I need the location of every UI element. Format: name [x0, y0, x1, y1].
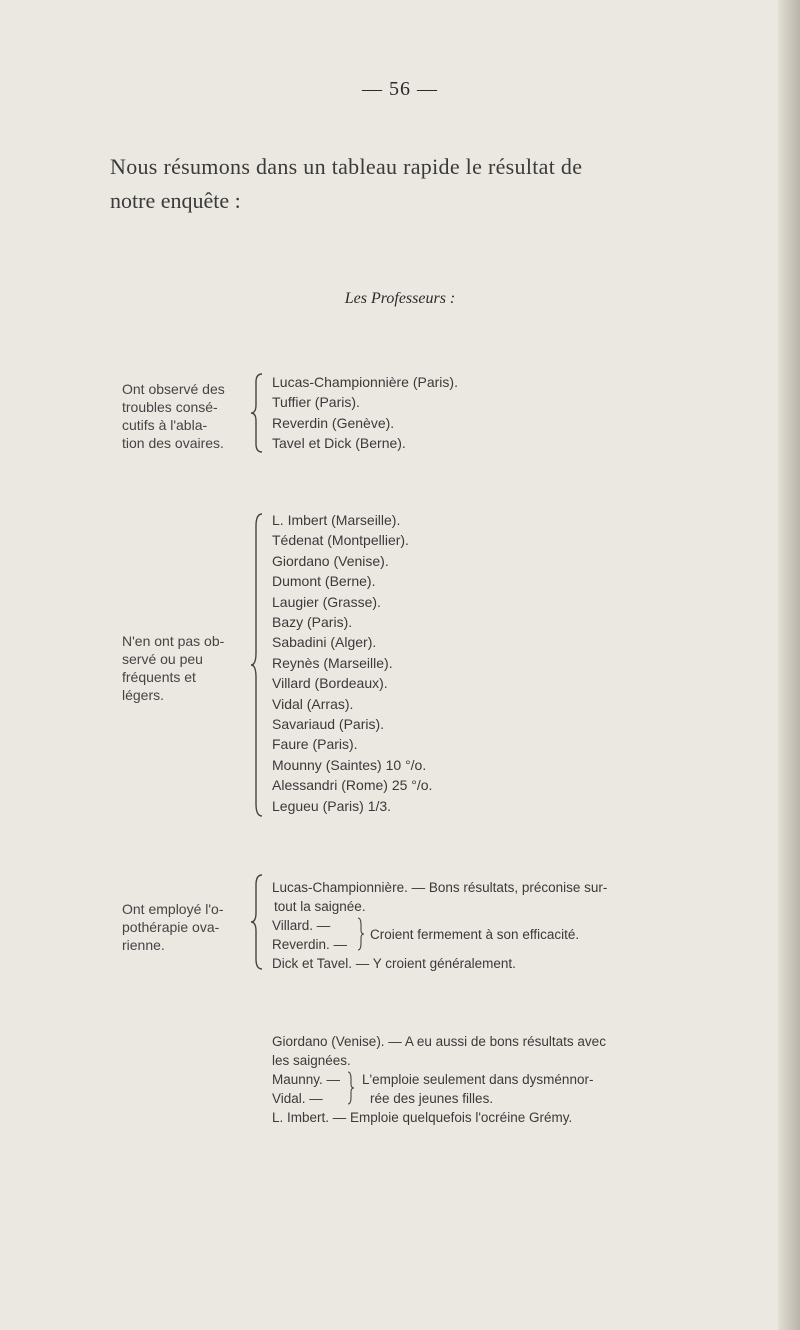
- text-line: Lucas-Championnière. — Bons résultats, préconise sur-: [272, 880, 608, 895]
- group-3-label: [122, 900, 252, 954]
- list-item: Villard (Bordeaux).: [272, 675, 388, 692]
- text-line: rée des jeunes filles.: [370, 1091, 494, 1106]
- group-2-label-line: servé ou peu: [122, 651, 203, 667]
- list-item: L. Imbert (Marseille).: [272, 512, 401, 528]
- brace-group-3: [250, 873, 268, 971]
- group-3-label-line: rienne.: [122, 937, 165, 953]
- group-3-label-line: pothérapie ova-: [122, 919, 220, 935]
- group-2-list: [272, 510, 432, 816]
- group-1-label: [122, 380, 252, 452]
- group-1-label-line: tion des ovaires.: [122, 435, 224, 451]
- text-line: L. Imbert. — Emploie quelquefois l'ocréine Grémy.: [272, 1110, 573, 1125]
- text-line: Dick et Tavel. — Y croient généralement.: [272, 956, 516, 971]
- text-line: L'emploie seulement dans dysménnor-: [362, 1072, 594, 1087]
- brace-group-2: [250, 512, 268, 818]
- brace-group-1: [250, 372, 268, 454]
- text-line: Giordano (Venise). — A eu aussi de bons résultats avec: [272, 1034, 606, 1049]
- group-1-label-line: troubles consé-: [122, 399, 218, 415]
- list-item: Mounny (Saintes) 10 °/o.: [272, 756, 427, 773]
- list-item: Lucas-Championnière (Paris).: [272, 374, 458, 390]
- page-number: — 56 —: [362, 78, 438, 100]
- group-2-label-line: N'en ont pas ob-: [122, 633, 225, 649]
- list-item: Faure (Paris).: [272, 736, 358, 753]
- intro-line-1: Nous résumons dans un tableau rapide le résultat de: [110, 154, 583, 179]
- list-item: Alessandri (Rome) 25 °/o.: [272, 777, 433, 794]
- list-item: Reynès (Marseille).: [272, 654, 393, 671]
- group-2-label-line: fréquents et: [122, 669, 196, 685]
- list-item: Sabadini (Alger).: [272, 634, 377, 651]
- group-2-label-line: légers.: [122, 687, 165, 703]
- notes-brace-text: [362, 1070, 593, 1108]
- group-3-label-line: Ont employé l'o-: [122, 901, 224, 917]
- group-1-list: [272, 372, 458, 454]
- list-item: Vidal (Arras).: [272, 695, 354, 712]
- list-item: Dumont (Berne).: [272, 573, 376, 590]
- text-line: tout la saignée.: [274, 899, 366, 914]
- group-2-label: [122, 632, 252, 704]
- text-line: Maunny. —: [272, 1072, 341, 1087]
- intro-line-2: notre enquête :: [110, 188, 241, 213]
- inline-brace-2: [346, 1070, 356, 1106]
- list-item: Laugier (Grasse).: [272, 593, 381, 610]
- list-item: Bazy (Paris).: [272, 614, 353, 631]
- text-line: Vidal. —: [272, 1091, 323, 1106]
- group-3-brace-text: Croient fermement à son efficacité.: [370, 927, 580, 942]
- list-item: Legueu (Paris) 1/3.: [272, 797, 392, 814]
- list-item: Reverdin (Genève).: [272, 414, 395, 431]
- list-item: Tavel et Dick (Berne).: [272, 435, 406, 452]
- list-item: Tédenat (Montpellier).: [272, 532, 409, 549]
- page-edge-shadow: [778, 0, 800, 1330]
- text-line: Reverdin. —: [272, 937, 348, 952]
- inline-brace-1: [356, 916, 366, 952]
- intro-paragraph: [110, 150, 770, 218]
- list-item: Savariaud (Paris).: [272, 716, 385, 733]
- list-item: Giordano (Venise).: [272, 552, 389, 569]
- section-title: Les Professeurs :: [344, 290, 456, 307]
- text-line: les saignées.: [272, 1053, 351, 1068]
- group-1-label-line: cutifs à l'abla-: [122, 417, 208, 433]
- text-line: Villard. —: [272, 918, 331, 933]
- group-1-label-line: Ont observé des: [122, 381, 225, 397]
- list-item: Tuffier (Paris).: [272, 394, 360, 411]
